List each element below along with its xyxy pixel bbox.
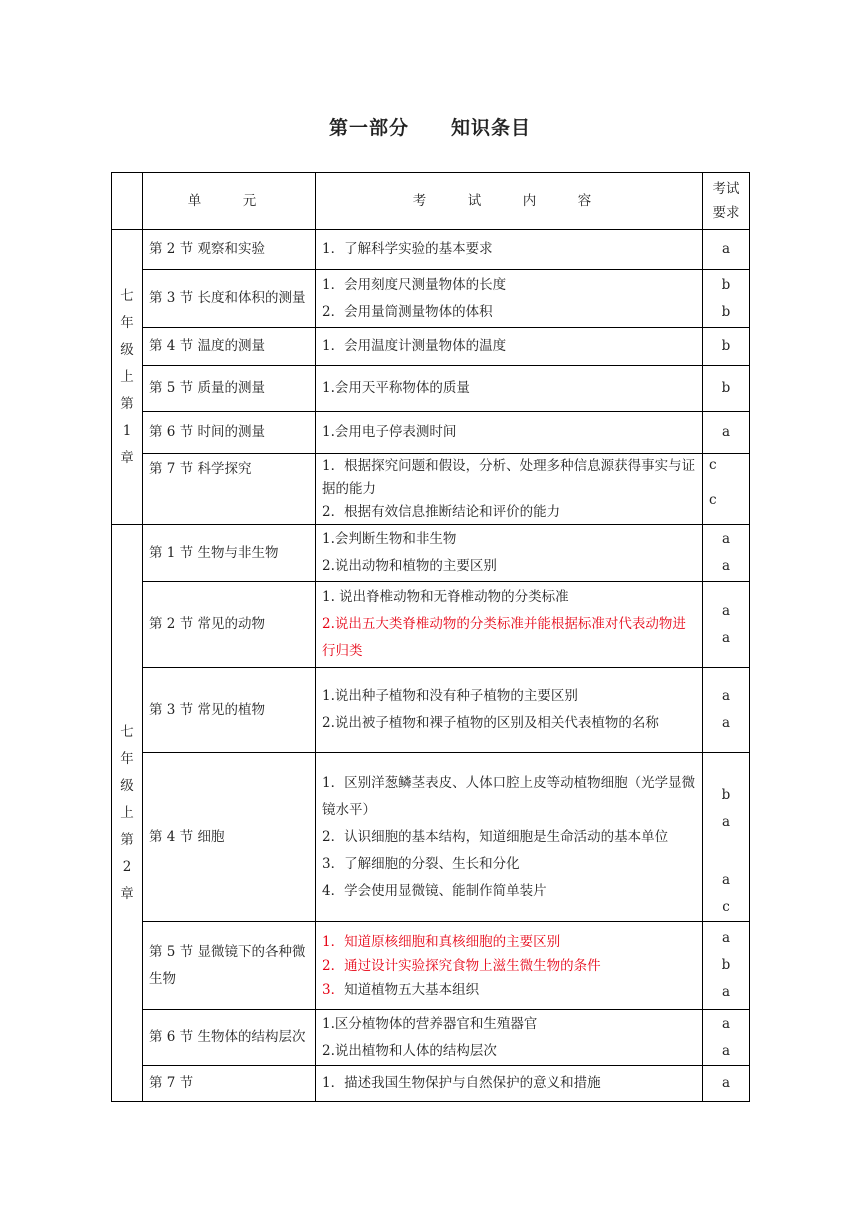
- content-cell: 1．区别洋葱鳞茎表皮、人体口腔上皮等动植物细胞（光学显微镜水平） 2．认识细胞的基本结构，知道细胞是生命活动的基本单位 3．了解细胞的分裂、生长和分化 4．学会使用显微镜、能制作简单装片: [316, 753, 703, 922]
- requirement-cell: c c: [703, 454, 750, 525]
- header-requirement: [703, 173, 750, 230]
- content-cell: 1．会用刻度尺测量物体的长度 2．会用量筒测量物体的体积: [316, 270, 703, 328]
- unit-cell: 第 4 节 细胞: [143, 753, 316, 922]
- title-name: 知识条目: [451, 117, 532, 139]
- header-req-line-1: 考试: [712, 181, 740, 197]
- requirement-cell: a: [703, 1066, 750, 1102]
- content-cell: 1．描述我国生物保护与自然保护的意义和措施: [316, 1066, 703, 1102]
- content-cell: 1.说出种子植物和没有种子植物的主要区别 2.说出被子植物和裸子植物的区别及相关代表植物的名称: [316, 668, 703, 753]
- requirement-cell: b: [703, 366, 750, 412]
- content-cell: 1．根据探究问题和假设，分析、处理多种信息源获得事实与证据的能力 2．根据有效信息推断结论和评价的能力: [316, 454, 703, 525]
- requirement-cell: b b: [703, 270, 750, 328]
- requirement-cell: a b a: [703, 922, 750, 1010]
- unit-cell: 第 5 节 质量的测量: [143, 366, 316, 412]
- unit-cell: 第 3 节 长度和体积的测量: [143, 270, 316, 328]
- table-row: [112, 1066, 750, 1102]
- table-row: [112, 1010, 750, 1066]
- chapter-2-label: 七 年 级 上 第 2 章: [112, 525, 143, 1102]
- requirement-cell: a a: [703, 668, 750, 753]
- header-content: 考 试 内 容: [316, 173, 703, 230]
- unit-cell: 第 4 节 温度的测量: [143, 328, 316, 366]
- header-row: [112, 173, 750, 230]
- table-row: [112, 668, 750, 753]
- unit-cell: 第 7 节: [143, 1066, 316, 1102]
- unit-cell: 第 2 节 观察和实验: [143, 230, 316, 270]
- requirement-cell: a: [703, 412, 750, 454]
- table-row: [112, 412, 750, 454]
- table-row: [112, 230, 750, 270]
- content-cell: 1.区分植物体的营养器官和生殖器官 2.说出植物和人体的结构层次: [316, 1010, 703, 1066]
- unit-cell: 第 7 节 科学探究: [143, 454, 316, 525]
- unit-cell: 第 5 节 显微镜下的各种微生物: [143, 922, 316, 1010]
- header-blank-cell: [112, 173, 143, 230]
- unit-cell: 第 2 节 常见的动物: [143, 582, 316, 668]
- table-row: [112, 328, 750, 366]
- table-row: [112, 454, 750, 525]
- unit-cell: 第 6 节 时间的测量: [143, 412, 316, 454]
- header-req-line-2: 要求: [712, 205, 740, 221]
- content-cell: 1.会用天平称物体的质量: [316, 366, 703, 412]
- chapter-1-label: 七 年 级 上 第 1 章: [112, 230, 143, 525]
- content-cell: 1．了解科学实验的基本要求: [316, 230, 703, 270]
- title-part: 第一部分: [328, 117, 409, 139]
- content-cell: 1．知道原核细胞和真核细胞的主要区别 2．通过设计实验探究食物上滋生微生物的条件 3．知道植物五大基本组织: [316, 922, 703, 1010]
- content-cell: 1.会用电子停表测时间: [316, 412, 703, 454]
- table-row: [112, 582, 750, 668]
- requirement-cell: a a: [703, 525, 750, 582]
- requirement-cell: a a: [703, 1010, 750, 1066]
- content-cell: 1．会用温度计测量物体的温度: [316, 328, 703, 366]
- content-cell: 1.会判断生物和非生物 2.说出动物和植物的主要区别: [316, 525, 703, 582]
- requirement-cell: a: [703, 230, 750, 270]
- table-row: [112, 270, 750, 328]
- requirement-cell: a a: [703, 582, 750, 668]
- header-unit: 单 元: [143, 173, 316, 230]
- knowledge-table: [111, 172, 750, 1102]
- requirement-cell: b a a c: [703, 753, 750, 922]
- unit-cell: 第 6 节 生物体的结构层次: [143, 1010, 316, 1066]
- table-row: [112, 525, 750, 582]
- table-row: [112, 753, 750, 922]
- table-row: [112, 922, 750, 1010]
- unit-cell: 第 1 节 生物与非生物: [143, 525, 316, 582]
- unit-cell: 第 3 节 常见的植物: [143, 668, 316, 753]
- page-title: [0, 113, 860, 140]
- table-row: [112, 366, 750, 412]
- content-cell: 1. 说出脊椎动物和无脊椎动物的分类标准 2.说出五大类脊椎动物的分类标准并能根据标准对代表动物进行归类: [316, 582, 703, 668]
- requirement-cell: b: [703, 328, 750, 366]
